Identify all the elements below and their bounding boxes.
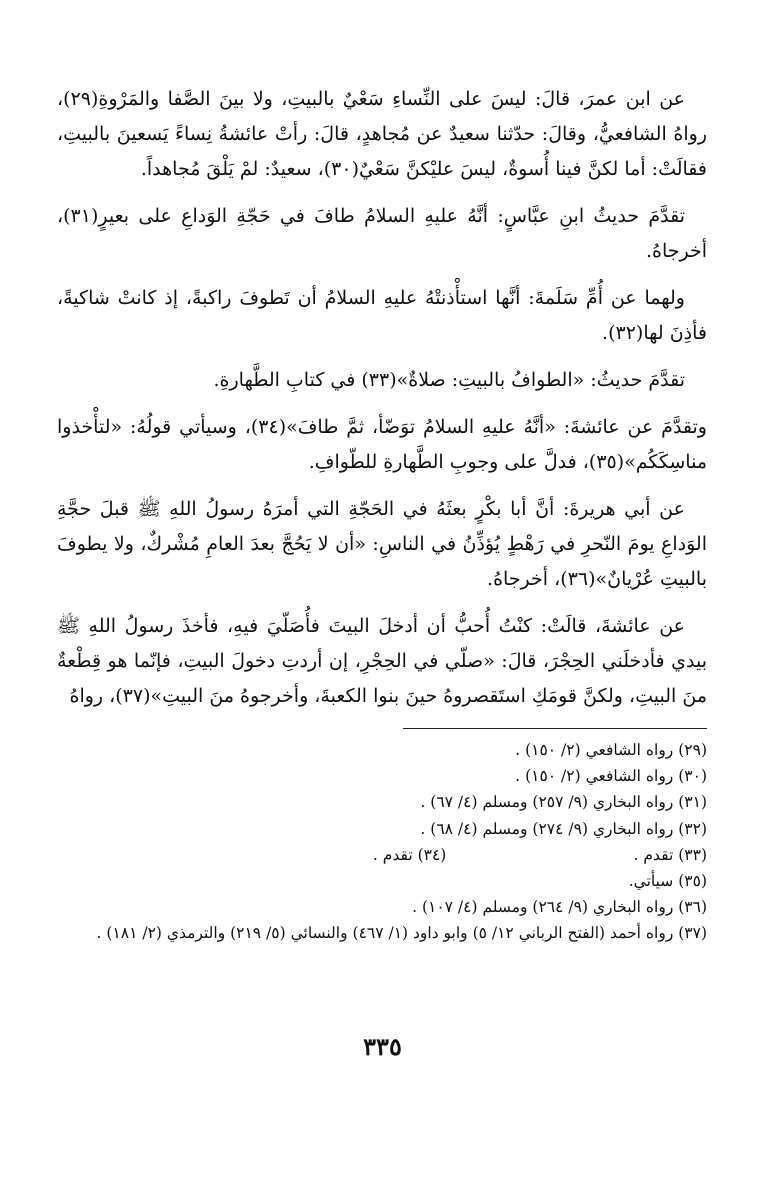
footnote-29: (٢٩) رواه الشافعي (٢/ ١٥٠) . [515,741,707,759]
page-number: ٣٣٥ [363,1032,402,1061]
footnote-36: (٣٦) رواه البخاري (٩/ ٢٦٤) ومسلم (٤/ ١٠٧) . [412,898,707,917]
paragraph-aisha-hijr: عن عائشةَ، قالَتْ: كنْتُ أُحبُّ أن أدخلَ البيتَ فأُصَلّيَ فيهِ، فأخذَ رسولُ اللهِ ﷺ بيدي فأدخلَني الحِجْرَ، قالَ: «صلّي في الحِجْرِ، إن أردتِ دخولَ البيتِ، فإنّما هو قِطْعةٌ منَ البيتِ، ولكنَّ قومَكِ استَقصروهُ حينَ بنوا الكعبةَ، وأخرجوهُ منَ البيتِ»(٣٧)، رواهُ [57,615,707,707]
footnote-33-34: (٣٣) تقدم . (٣٤) تقدم . [372,845,707,864]
footnote-separator [403,728,707,729]
book-page [57,82,707,947]
paragraph-tawaf-salat: تقدَّمَ حديثُ: «الطوافُ بالبيتِ: صلاةٌ»(٣٣) في كتابِ الطَّهارةِ. [213,369,685,391]
footnotes-list [57,737,707,947]
footnote-32: (٣٢) رواه البخاري (٩/ ٢٧٤) ومسلم (٤/ ٦٨) . [420,819,707,838]
main-text [57,82,707,714]
footnote-31: (٣١) رواه البخاري (٩/ ٢٥٧) ومسلم (٤/ ٦٧) . [420,793,707,812]
footnote-37: (٣٧) رواه أحمد (الفتح الرباني ١٢/ ٥) وابو داود (١/ ٤٦٧) والنسائي (٥/ ٢١٩) والترمذي (٢/ ١٨١) . [96,924,707,943]
paragraph-umm-salama: ولهما عن أُمِّ سَلَمةَ: أنَّها استأْذنتْهُ عليهِ السلامُ أن تَطوفَ راكبةً، إذ كانتْ شاكيةً، فأذِنَ لها(٣٢). [57,287,707,344]
paragraph-aisha-wudu: وتقدَّمَ عن عائشةَ: «أنَّهُ عليهِ السلامُ توَضّأ، ثمَّ طافَ»(٣٤)، وسيأتي قولُهُ: «لتأْخذوا مناسِكَكُم»(٣٥)، فدلَّ على وجوبِ الطَّهارةِ للطّوافِ. [57,416,707,473]
footnote-35: (٣٥) سيأتي. [628,872,707,891]
paragraph-ibn-umar: عن ابن عمرَ، قالَ: ليسَ على النِّساءِ سَعْيٌ بالبيتِ، ولا بينَ الصَّفا والمَرْوةِ(٢٩)، رواهُ الشافعيُّ، وقالَ: حدّثنا سعيدٌ عن مُجاهدٍ، قالَ: رأتْ عائشةُ نِساءً يَسعينَ بالبيتِ، فقالَتْ: أما لكنَّ فينا أُسوةٌ، ليسَ عليْكنَّ سَعْيٌ(٣٠)، سعيدٌ: لمْ يَلْقَ مُجاهداً. [57,88,707,180]
footnote-30: (٣٠) رواه الشافعي (٢/ ١٥٠) . [515,767,707,786]
paragraph-ibn-abbas: تقدَّمَ حديثُ ابنِ عبَّاسٍ: أنَّهُ عليهِ السلامُ طافَ في حَجّةِ الوَداعِ على بعيرٍ(٣١)، أخرجاهُ. [57,205,707,262]
paragraph-abu-hurayra: عن أبي هريرةَ: أنَّ أبا بكْرٍ بعثَهُ في الحَجّةِ التي أمرَهُ رسولُ اللهِ ﷺ قبلَ حجَّةِ الوَداعِ يومَ النّحرِ في رَهْطٍ يُؤذِّنُ في الناسِ: «أن لا يَحُجَّ بعدَ العامِ مُشْركٌ، ولا يطوفَ بالبيتِ عُرْيانٌ»(٣٦)، أخرجاهُ. [57,498,707,590]
